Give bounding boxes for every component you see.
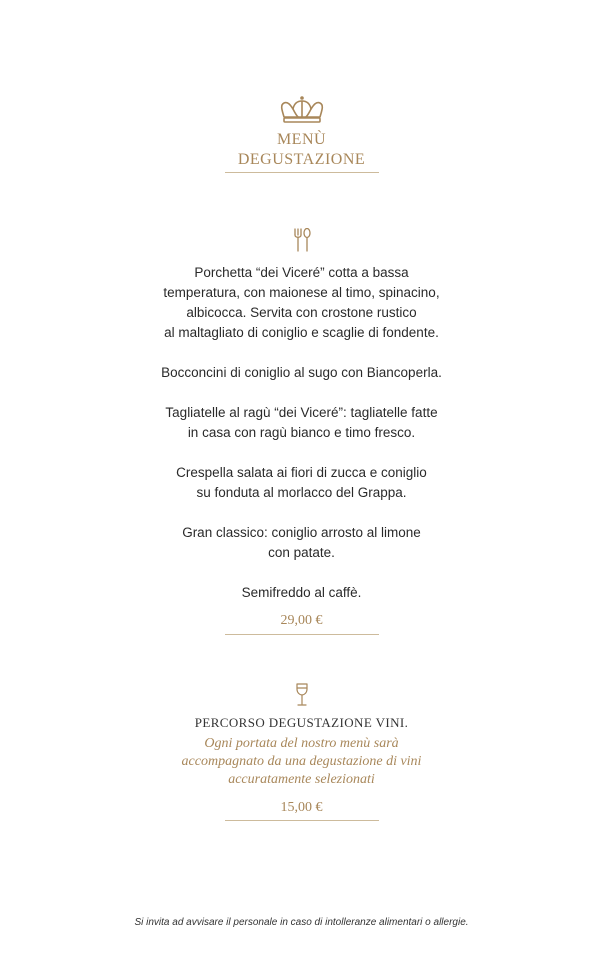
course-item: [0, 363, 603, 383]
menu-title-line1: MENÙ: [276, 131, 327, 148]
wine-pairing-title: PERCORSO DEGUSTAZIONE VINI.: [194, 715, 409, 730]
course-item: [0, 463, 603, 503]
course-item: [0, 523, 603, 563]
wine-price: 15,00 €: [280, 800, 323, 815]
course-line: Tagliatelle al ragù “dei Viceré”: tagliatelle fatte: [165, 405, 438, 420]
course-line: Crespella salata ai fiori di zucca e coniglio: [176, 465, 427, 480]
menu-title-line2: DEGUSTAZIONE: [237, 151, 366, 168]
course-line: con patate.: [268, 545, 335, 560]
wine-description-line: accuratamente selezionati: [228, 772, 375, 787]
wine-description-line: accompagnato da una degustazione di vini: [181, 754, 422, 769]
course-line: albicocca. Servita con crostone rustico: [186, 305, 417, 320]
crown-icon: [278, 95, 326, 125]
course-line: in casa con ragù bianco e timo fresco.: [187, 425, 416, 440]
title-divider: [225, 172, 379, 173]
course-item: [0, 263, 603, 343]
wine-price-divider: [225, 820, 379, 821]
course-item: [0, 403, 603, 443]
course-line: al maltagliato di coniglio e scaglie di fondente.: [164, 325, 439, 340]
course-line: Bocconcini di coniglio al sugo con Biancoperla.: [161, 365, 442, 380]
course-item: [0, 583, 603, 603]
price-divider: [225, 634, 379, 635]
wine-pairing-description: [0, 735, 603, 789]
course-line: Semifreddo al caffè.: [241, 585, 362, 600]
wine-glass-icon: [295, 683, 309, 707]
course-line: temperatura, con maionese al timo, spinacino,: [163, 285, 440, 300]
course-line: Porchetta “dei Viceré” cotta a bassa: [194, 265, 409, 280]
cutlery-icon: [291, 228, 313, 252]
wine-description-line: Ogni portata del nostro menù sarà: [204, 736, 399, 751]
allergy-note: Si invita ad avvisare il personale in caso di intolleranze alimentari o allergie.: [134, 917, 469, 928]
course-line: Gran classico: coniglio arrosto al limone: [182, 525, 421, 540]
menu-price: 29,00 €: [280, 613, 323, 628]
courses-list: [0, 263, 603, 623]
course-line: su fonduta al morlacco del Grappa.: [196, 485, 407, 500]
